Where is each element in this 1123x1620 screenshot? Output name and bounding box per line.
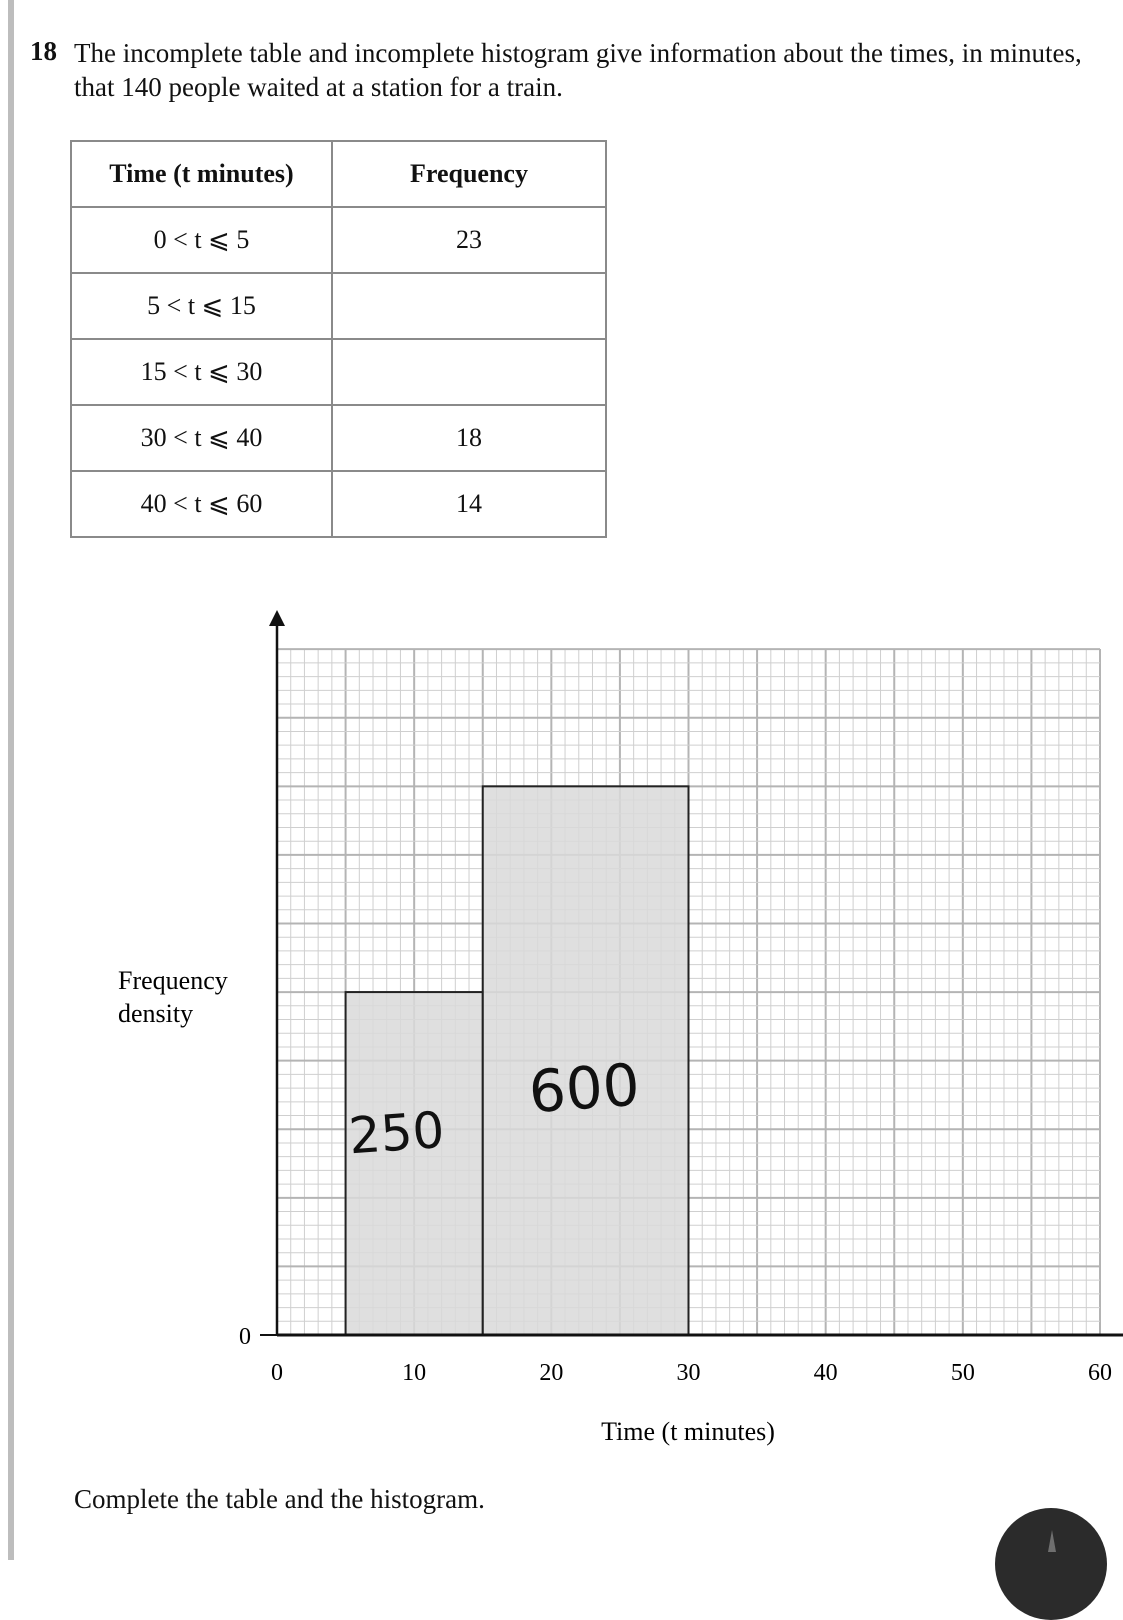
instruction-text: Complete the table and the histogram. [74,1484,485,1514]
header-frequency: Frequency [332,141,606,207]
x-tick-label: 60 [1088,1360,1112,1386]
x-tick-label: 20 [539,1360,564,1386]
x-tick-label: 0 [271,1360,283,1386]
question-text: The incomplete table and incomplete histogram give information about the times, in minutes, that 140 people waited at a station for a train. [74,38,1082,102]
floating-action-button[interactable] [995,1508,1107,1620]
x-tick-label: 30 [676,1360,701,1386]
interval-cell: 30 < t ⩽ 40 [71,405,332,471]
frequency-cell: 23 [332,207,606,273]
x-tick-labels [271,1360,1112,1386]
interval-cell: 5 < t ⩽ 15 [71,273,332,339]
y-tick-label-0: 0 [239,1324,251,1350]
x-tick-label: 40 [813,1360,838,1386]
annotation-600: 600 [526,1050,642,1127]
x-tick-label: 50 [950,1360,975,1386]
frequency-cell: 14 [332,471,606,537]
interval-cell: 0 < t ⩽ 5 [71,207,332,273]
pen-icon [1048,1530,1056,1552]
header-time: Time (t minutes) [71,141,332,207]
x-tick-label: 10 [402,1360,427,1386]
annotation-250: 250 [346,1100,447,1166]
interval-cell: 40 < t ⩽ 60 [71,471,332,537]
y-axis-label-line2: density [118,999,194,1028]
frequency-cell: 18 [332,405,606,471]
question-number: 18 [30,36,57,66]
y-axis-label-line1: Frequency [118,966,228,995]
x-axis-label: Time (t minutes) [601,1417,775,1446]
interval-cell: 15 < t ⩽ 30 [71,339,332,405]
y-axis-arrow-icon [269,610,285,626]
